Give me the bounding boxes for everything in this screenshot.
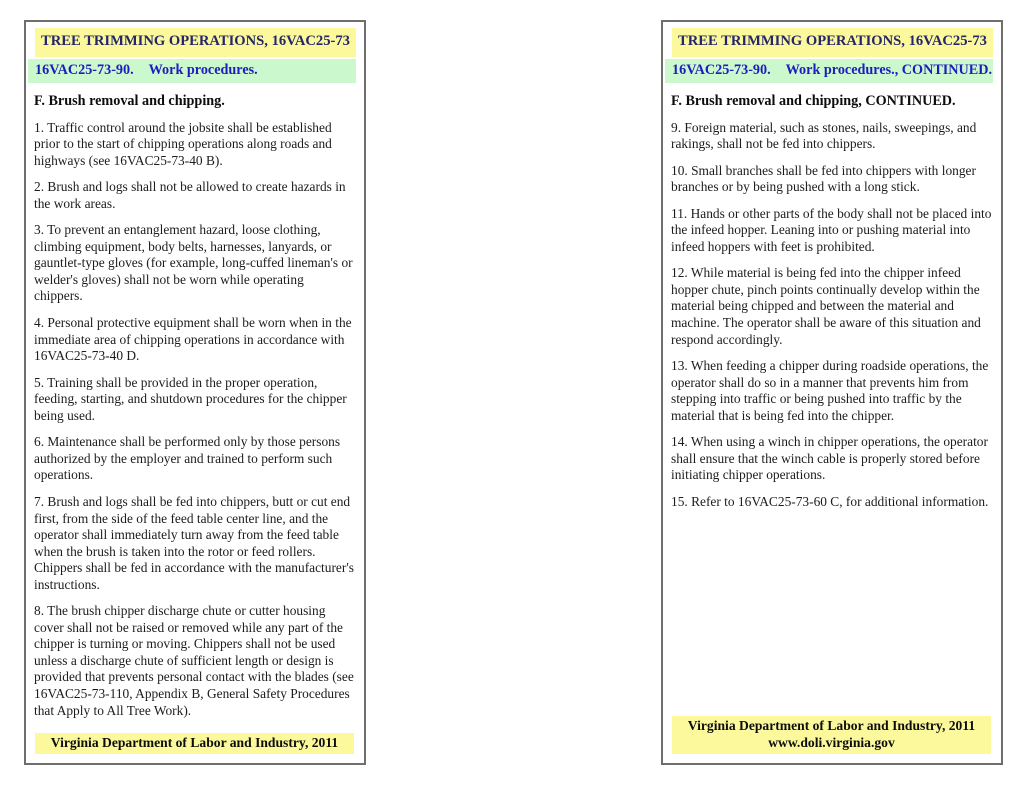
footer-line: Virginia Department of Labor and Industry, 2011 [50, 735, 339, 751]
regulation-paragraph: 5. Training shall be provided in the proper operation, feeding, starting, and shutdown procedures for the chipper being used. [34, 374, 347, 423]
regulation-paragraph: 11. Hands or other parts of the body shall not be placed into the infeed hopper. Leaning into or pushing material into infeed hoppers with feet is prohibited. [671, 205, 992, 254]
subsection-heading: F. Brush removal and chipping. [34, 92, 225, 109]
section-code: 16VAC25-73-90. [35, 61, 134, 78]
section-title: Work procedures., CONTINUED. [785, 61, 993, 78]
footer-banner [672, 716, 991, 754]
regulation-paragraph: 15. Refer to 16VAC25-73-60 C, for additional information. [671, 493, 989, 509]
regulation-paragraph: 9. Foreign material, such as stones, nails, sweepings, and rakings, shall not be fed into chippers. [671, 119, 977, 152]
regulation-text [663, 110, 1001, 511]
regulation-paragraph: 2. Brush and logs shall not be allowed to create hazards in the work areas. [34, 179, 346, 211]
regulation-paragraph: 1. Traffic control around the jobsite shall be established prior to the start of chipping operations along roads and highways (see 16VAC25-73-40 B). [34, 119, 332, 168]
regulation-paragraph: 4. Personal protective equipment shall be worn when in the immediate area of chipping operations in accordance with 16VAC25-73-40 D. [34, 315, 352, 364]
regulation-paragraph: 6. Maintenance shall be performed only by those persons authorized by the employer and trained to perform such operations. [34, 434, 341, 483]
regulation-text [26, 110, 364, 720]
regulation-paragraph: 14. When using a winch in chipper operations, the operator shall ensure that the winch cable is properly stored before initiating chipper operations. [671, 434, 988, 483]
section-title: Work procedures. [148, 61, 258, 78]
section-code: 16VAC25-73-90. [672, 61, 771, 78]
regulation-paragraph: 7. Brush and logs shall be fed into chippers, butt or cut end first, from the side of the feed table center line, and the operator shall immediately turn away from the feed table when the brush is taken into the rotor or feed rollers. Chippers shall be fed in accordance with the manufacturer's instructions. [34, 493, 354, 592]
regulation-paragraph: 13. When feeding a chipper during roadside operations, the operator shall do so in a manner that prevents him from stepping into traffic or being pushed into traffic by the material that is being fed into the chipper. [671, 358, 989, 423]
pamphlet-page-right [661, 20, 1003, 765]
footer-banner [35, 733, 354, 754]
regulation-paragraph: 3. To prevent an entanglement hazard, loose clothing, climbing equipment, body belts, harnesses, lanyards, or gauntlet-type gloves (for example, long-cuffed lineman's or welder's gloves) shall not be worn while operating chippers. [34, 222, 353, 304]
regulation-paragraph: 12. While material is being fed into the chipper infeed hopper chute, pinch points continually develop within the material being chipped and between the material and machine. The operator shall be aware of this situation and respond accordingly. [671, 265, 981, 347]
subsection-heading: F. Brush removal and chipping, CONTINUED. [671, 92, 956, 109]
section-banner [665, 59, 993, 83]
section-banner [28, 59, 356, 83]
regulation-paragraph: 8. The brush chipper discharge chute or cutter housing cover shall not be raised or removed while any part of the chipper is turning or moving. Chippers shall not be used unless a discharge chute of sufficient length or design is provided that prevents personal contact with the blades (see 16VAC25-73-110, Appendix B, General Safety Procedures that Apply to All Tree Work). [34, 603, 354, 718]
page-title-banner: TREE TRIMMING OPERATIONS, 16VAC25-73 [35, 28, 356, 57]
footer-line: Virginia Department of Labor and Industry, 2011 [687, 717, 976, 733]
page-title-banner: TREE TRIMMING OPERATIONS, 16VAC25-73 [672, 28, 993, 57]
pamphlet-page-left [24, 20, 366, 765]
footer-line: www.doli.virginia.gov [768, 735, 895, 751]
regulation-paragraph: 10. Small branches shall be fed into chippers with longer branches or by being pushed with a long stick. [671, 162, 976, 195]
